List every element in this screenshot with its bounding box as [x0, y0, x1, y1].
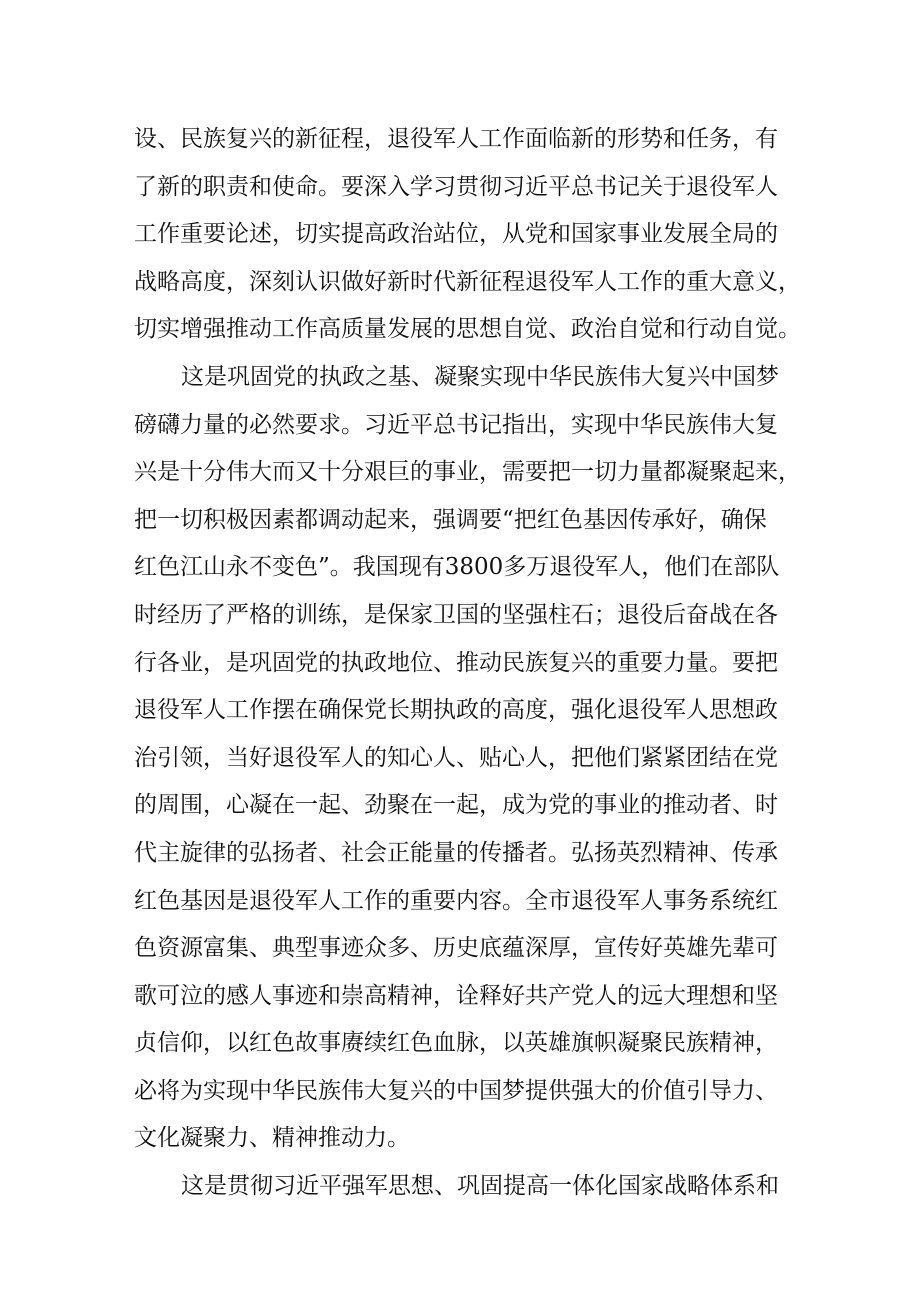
text-line: 必将为实现中华民族伟大复兴的中国梦提供强大的价值引导力、: [134, 1077, 778, 1104]
text-line: 兴是十分伟大而又十分艰巨的事业，需要把一切力量都凝聚起来，: [134, 459, 801, 486]
text-line: 切实增强推动工作高质量发展的思想自觉、政治自觉和行动自觉。: [134, 316, 801, 343]
text-line: 这是巩固党的执政之基、凝聚实现中华民族伟大复兴中国梦: [181, 363, 779, 390]
text-line: 红色江山永不变色”。我国现有3800多万退役军人，他们在部队: [134, 554, 780, 581]
text-line: 了新的职责和使命。要深入学习贯彻习近平总书记关于退役军人: [134, 173, 778, 200]
text-line: 文化凝聚力、精神推动力。: [134, 1125, 410, 1152]
text-line: 治引领，当好退役军人的知心人、贴心人，把他们紧紧团结在党: [134, 744, 778, 771]
text-line: 行各业，是巩固党的执政地位、推动民族复兴的重要力量。要把: [134, 649, 778, 676]
text-line: 把一切积极因素都调动起来，强调要“把红色基因传承好，确保: [134, 506, 767, 533]
text-line: 的周围，心凝在一起、劲聚在一起，成为党的事业的推动者、时: [134, 792, 778, 819]
text-line: 磅礴力量的必然要求。习近平总书记指出，实现中华民族伟大复: [134, 411, 778, 438]
text-line: 退役军人工作摆在确保党长期执政的高度，强化退役军人思想政: [134, 697, 778, 724]
text-line: 歌可泣的感人事迹和崇高精神，诠释好共产党人的远大理想和坚: [134, 982, 778, 1009]
document-body: [134, 116, 804, 1211]
text-line: 战略高度，深刻认识做好新时代新征程退役军人工作的重大意义，: [134, 268, 801, 295]
text-line: 红色基因是退役军人工作的重要内容。全市退役军人事务系统红: [134, 887, 778, 914]
text-line: 设、民族复兴的新征程，退役军人工作面临新的形势和任务，有: [134, 126, 778, 152]
text-line: 贞信仰，以红色故事赓续红色血脉，以英雄旗帜凝聚民族精神，: [134, 1030, 778, 1057]
text-line: 工作重要论述，切实提高政治站位，从党和国家事业发展全局的: [134, 221, 778, 248]
text-line: 这是贯彻习近平强军思想、巩固提高一体化国家战略体系和: [181, 1173, 779, 1200]
text-line: 时经历了严格的训练，是保家卫国的坚强柱石；退役后奋战在各: [134, 601, 778, 628]
text-line: 色资源富集、典型事迹众多、历史底蕴深厚，宣传好英雄先辈可: [134, 935, 778, 962]
text-line: 代主旋律的弘扬者、社会正能量的传播者。弘扬英烈精神、传承: [134, 839, 778, 866]
